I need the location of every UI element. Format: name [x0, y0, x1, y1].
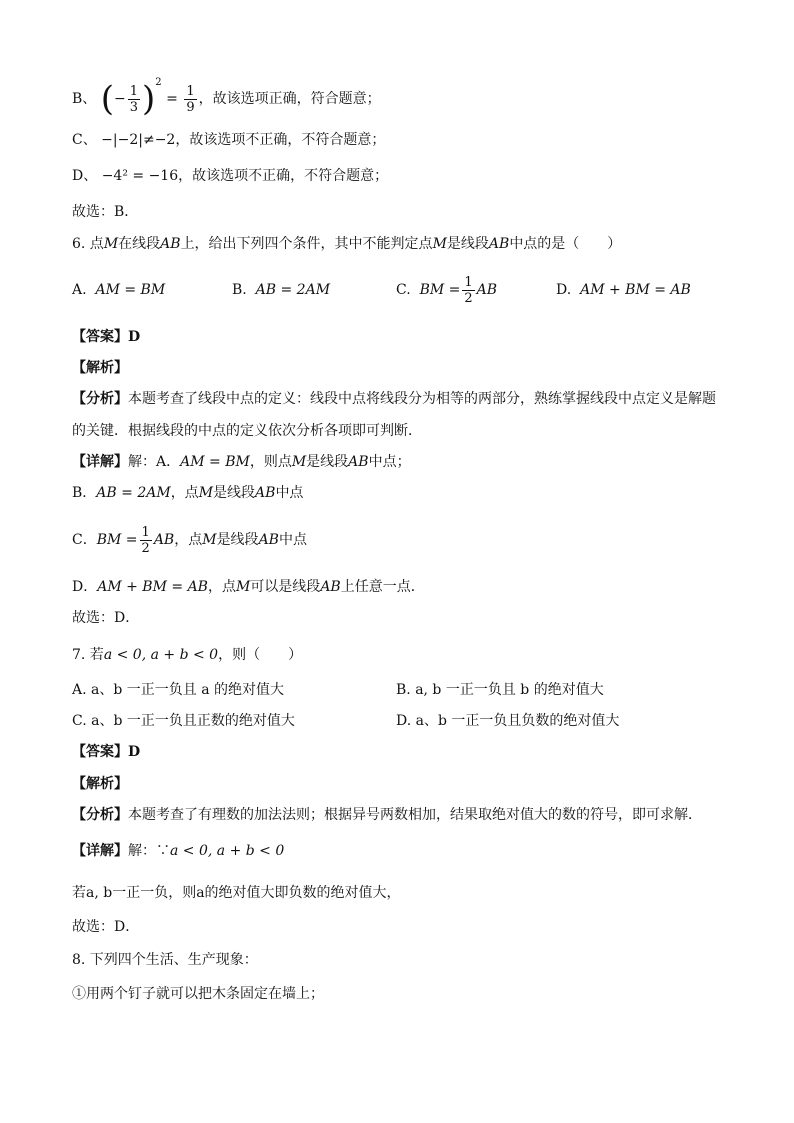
t: 中点 [278, 532, 307, 548]
t: 是线段 [213, 485, 256, 501]
den: 3 [129, 99, 139, 115]
q6-option-c[interactable] [396, 270, 497, 310]
q7-answer: 【答案】D [72, 744, 141, 760]
t: ，点 [170, 485, 199, 501]
t: 在线段 [118, 236, 161, 252]
l: D. [556, 282, 572, 298]
math: −4² = −16 [101, 168, 179, 184]
m: AB [488, 236, 510, 252]
t: 上任意一点． [340, 579, 425, 595]
m: M [103, 236, 119, 252]
den: 2 [464, 290, 473, 306]
minus: − [114, 91, 126, 107]
equals: = [166, 91, 178, 107]
tag: 【详解】 [72, 454, 128, 470]
m: AM = BM [95, 282, 166, 298]
q6-option-d[interactable] [556, 280, 691, 300]
option-d-explanation [72, 166, 388, 186]
q6-jiexi: 【解析】 [72, 360, 128, 376]
option-c-explanation [72, 130, 385, 150]
t: 中点； [368, 454, 411, 470]
l: B. [232, 282, 247, 298]
tag: 【分析】 [72, 391, 128, 407]
q6-analysis-line1 [72, 389, 716, 409]
q7-jiexi: 【解析】 [72, 776, 128, 792]
q7-option-d[interactable]: D. a、b 一正一负且负数的绝对值大 [396, 713, 620, 729]
t: 6. 点 [72, 236, 104, 252]
q6-stem [72, 234, 621, 254]
l: A. [72, 282, 87, 298]
label: C、 [72, 132, 97, 148]
t: 解：A． [128, 454, 181, 470]
t: 中点的是（ ） [509, 236, 622, 252]
m: BM = [419, 282, 461, 298]
l: C. [396, 282, 411, 298]
num: 1 [464, 274, 473, 290]
q6-detail-d [72, 577, 425, 597]
q7-option-b[interactable]: B. a, b 一正一负且 b 的绝对值大 [396, 682, 604, 698]
right-paren: ) [142, 79, 156, 119]
m: AB [160, 236, 181, 252]
m: AM = BM [180, 454, 250, 470]
m: M [235, 579, 251, 595]
q6-analysis-line2: 的关键．根据线段的中点的定义依次分析各项即可判断． [72, 423, 422, 439]
m: AB [348, 454, 369, 470]
q7-option-c[interactable]: C. a、b 一正一负且正数的绝对值大 [72, 713, 295, 729]
den: 9 [186, 99, 195, 115]
q6-option-a[interactable] [72, 280, 165, 300]
num: 1 [141, 524, 150, 540]
q6-result: 故选：D． [72, 610, 140, 626]
tag: 【分析】 [72, 807, 128, 823]
fraction [184, 84, 196, 115]
t: 解：∵ [128, 843, 170, 859]
m: M [432, 236, 447, 252]
m: AB [258, 532, 279, 548]
exponent: 2 [155, 77, 162, 89]
m: a < 0, a + b < 0 [103, 647, 219, 663]
text: ，故该选项正确，符合题意； [198, 91, 381, 107]
num: 1 [129, 83, 139, 99]
math: −|−2|≠−2 [101, 132, 176, 148]
q8-stem: 8. 下列四个生活、生产现象： [72, 952, 258, 968]
m: BM = [96, 532, 138, 548]
q6-detail-c [72, 520, 307, 560]
q7-stem [72, 645, 302, 665]
m: AB [255, 485, 276, 501]
q8-item-1: ①用两个钉子就可以把木条固定在墙上； [72, 986, 324, 1002]
t: 本题考查了线段中点的定义：线段中点将线段分为相等的两部分，熟练掌握线段中点定义是解题 [128, 391, 716, 407]
q7-option-a[interactable]: A. a、b 一正一负且 a 的绝对值大 [72, 682, 285, 698]
m: AB [476, 282, 498, 298]
t: 本题考查了有理数的加法法则；根据异号两数相加，结果取绝对值大的数的符号，即可求解． [128, 807, 702, 823]
m: AB [153, 532, 175, 548]
m: M [198, 485, 214, 501]
q6-option-b[interactable] [232, 280, 330, 300]
q7-detail [72, 841, 284, 861]
fraction [140, 525, 152, 556]
t: D． [72, 579, 98, 595]
text: ，故该选项不正确，不符合题意； [178, 168, 389, 184]
q6-answer: 【答案】D [72, 329, 141, 345]
q7-analysis [72, 805, 702, 825]
t: B． [72, 485, 97, 501]
t: ，点 [207, 579, 236, 595]
t: C． [72, 532, 97, 548]
m: AB [320, 579, 341, 595]
left-paren: ( [100, 79, 115, 119]
t: ，则（ ） [218, 647, 303, 663]
q7-detail-line2: 若a, b一正一负，则a的绝对值大即负数的绝对值大， [72, 885, 401, 901]
t: 是线段 [306, 454, 349, 470]
t: 是线段 [446, 236, 489, 252]
m: AB = 2AM [96, 485, 171, 501]
q6-detail-b [72, 483, 303, 503]
m: M [291, 454, 307, 470]
q7-result: 故选：D． [72, 919, 140, 935]
t: ，则点 [249, 454, 292, 470]
t: ，点 [174, 532, 203, 548]
m: a < 0, a + b < 0 [170, 843, 285, 859]
q5-result: 故选：B． [72, 204, 139, 220]
t: 7. 若 [72, 647, 104, 663]
fraction [128, 84, 140, 115]
t: 中点 [275, 485, 304, 501]
q6-detail-a [72, 452, 411, 472]
t: 可以是线段 [250, 579, 321, 595]
m: AM + BM = AB [97, 579, 208, 595]
t: 上，给出下列四个条件，其中不能判定点 [180, 236, 433, 252]
label: B、 [72, 91, 97, 107]
m: AM + BM = AB [580, 282, 691, 298]
num: 1 [186, 83, 195, 99]
tag: 【详解】 [72, 843, 128, 859]
m: AB = 2AM [255, 282, 331, 298]
text: ，故该选项不正确，不符合题意； [175, 132, 386, 148]
option-b-explanation [72, 77, 381, 119]
m: M [202, 532, 217, 548]
fraction [462, 275, 474, 306]
den: 2 [141, 540, 150, 556]
t: 是线段 [216, 532, 259, 548]
label: D、 [72, 168, 98, 184]
